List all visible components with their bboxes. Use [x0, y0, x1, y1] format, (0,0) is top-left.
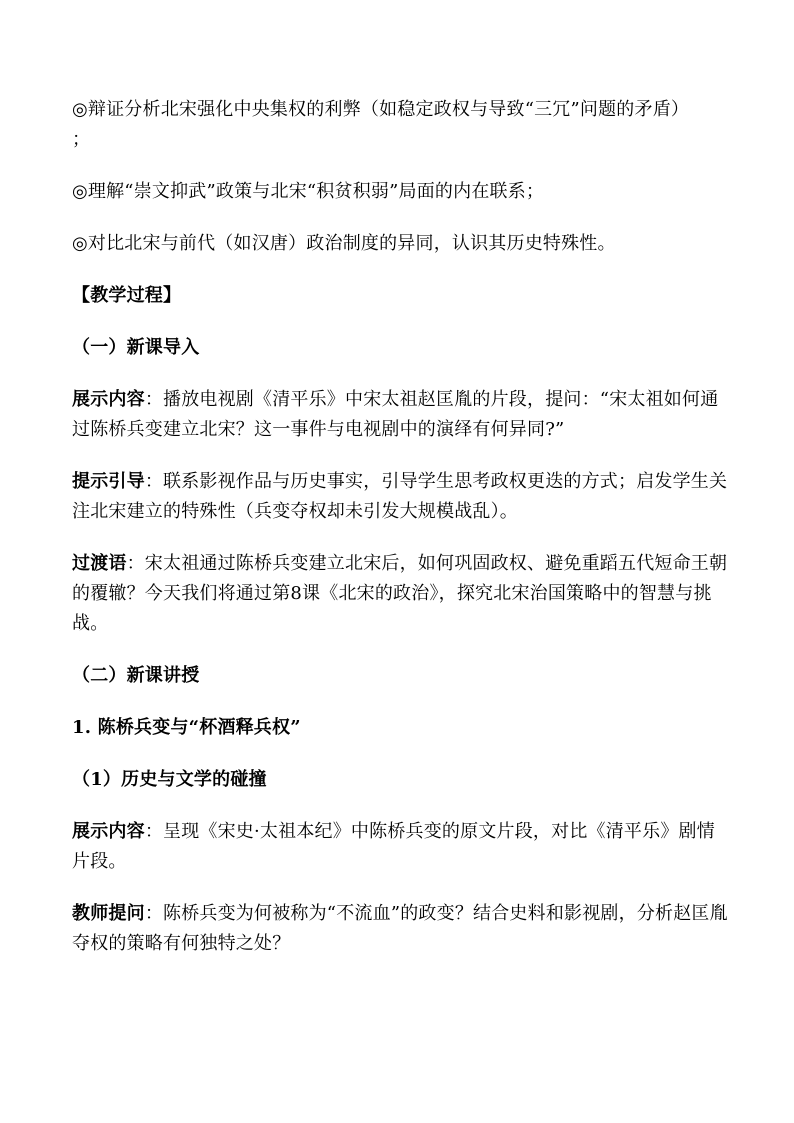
teaching-process-heading: 【教学过程】	[72, 285, 182, 306]
objective-1-continuation: ；	[72, 129, 91, 150]
document-page	[72, 95, 732, 981]
subsection-1-1-heading: （1）历史与文学的碰撞	[72, 769, 267, 790]
hint-label: 提示引导	[72, 471, 145, 492]
lesson-show-content	[72, 817, 732, 877]
transition-label: 过渡语	[72, 553, 127, 574]
intro-transition	[72, 549, 732, 639]
objective-1: ◎辩证分析北宋强化中央集权的利弊（如稳定政权与导致“三冗”问题的矛盾）	[72, 99, 690, 120]
section-intro-heading: （一）新课导入	[72, 337, 200, 358]
teacher-question-text: ：陈桥兵变为何被称为“不流血”的政变？结合史料和影视剧，分析赵匡胤夺权的策略有何独特之处？	[72, 903, 728, 954]
subsection-1-heading: 1. 陈桥兵变与“杯酒释兵权”	[72, 717, 301, 738]
hint-text: ：联系影视作品与历史事实，引导学生思考政权更迭的方式；启发学生关注北宋建立的特殊性（兵变夺权却未引发大规模战乱）。	[72, 471, 728, 522]
transition-text: ：宋太祖通过陈桥兵变建立北宋后，如何巩固政权、避免重蹈五代短命王朝的覆辙？今天我们将通过第8课《北宋的政治》，探究北宋治国策略中的智慧与挑战。	[72, 553, 728, 634]
teacher-question	[72, 899, 732, 959]
intro-hint	[72, 467, 732, 527]
lesson-show-text: ：呈现《宋史·太祖本纪》中陈桥兵变的原文片段，对比《清平乐》剧情片段。	[72, 821, 715, 872]
show-content-text: ：播放电视剧《清平乐》中宋太祖赵匡胤的片段，提问：“宋太祖如何通过陈桥兵变建立北宋？这一事件与电视剧中的演绎有何异同?”	[72, 389, 719, 440]
lesson-show-label: 展示内容	[72, 821, 145, 842]
intro-show-content	[72, 385, 732, 445]
objective-2: ◎理解“崇文抑武”政策与北宋“积贫积弱”局面的内在联系；	[72, 181, 545, 202]
show-content-label: 展示内容	[72, 389, 145, 410]
objective-3: ◎对比北宋与前代（如汉唐）政治制度的异同，认识其历史特殊性。	[72, 233, 616, 254]
teacher-question-label: 教师提问	[72, 903, 145, 924]
section-teaching-heading: （二）新课讲授	[72, 665, 200, 686]
